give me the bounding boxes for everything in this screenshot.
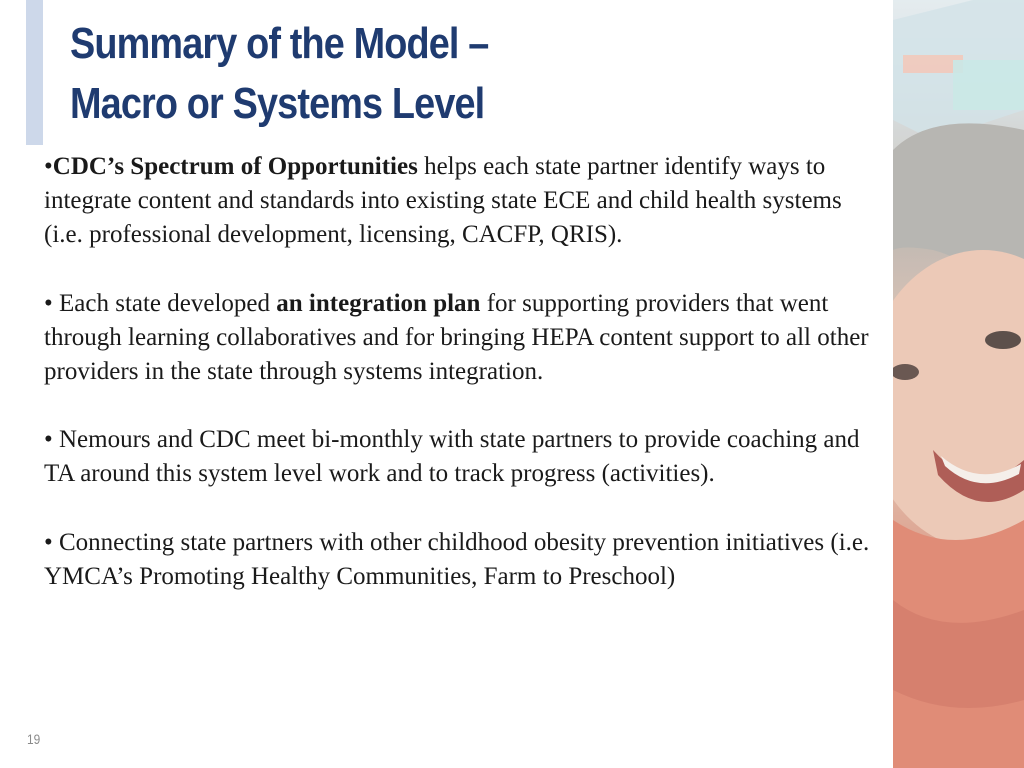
bullet-item-3: • Nemours and CDC meet bi-monthly with state partners to provide coaching and TA around this system level work and to track progress (activities). (44, 426, 860, 488)
title-line-1: Summary of the Model – (70, 19, 489, 68)
child-photo-illustration (893, 0, 1024, 768)
bullet-2-bold: an integration plan (276, 289, 481, 317)
bullet-item-1: •CDC’s Spectrum of Opportunities helps each state partner identify ways to integrate content and standards into existing state ECE and child health systems (i.e. professional development, licensing, CACFP, QRIS). (44, 153, 842, 249)
slide-title (70, 14, 758, 134)
bullet-list (44, 150, 874, 628)
bullet-item-4: • Connecting state partners with other childhood obesity prevention initiatives (i.e. YMCA’s Promoting Healthy Communities, Farm to Preschool) (44, 528, 870, 590)
title-line-2: Macro or Systems Level (70, 79, 485, 128)
page-number: 19 (27, 731, 41, 747)
child-photo (893, 0, 1024, 768)
bullet-1-bold: CDC’s Spectrum of Opportunities (52, 153, 418, 180)
photo-fade (893, 0, 1024, 768)
bullet-item-2: • Each state developed an integration plan for supporting providers that went through learning collaboratives and for bringing HEPA content support to all other providers in the state through systems integration. (44, 289, 869, 386)
title-accent-bar (26, 0, 43, 145)
